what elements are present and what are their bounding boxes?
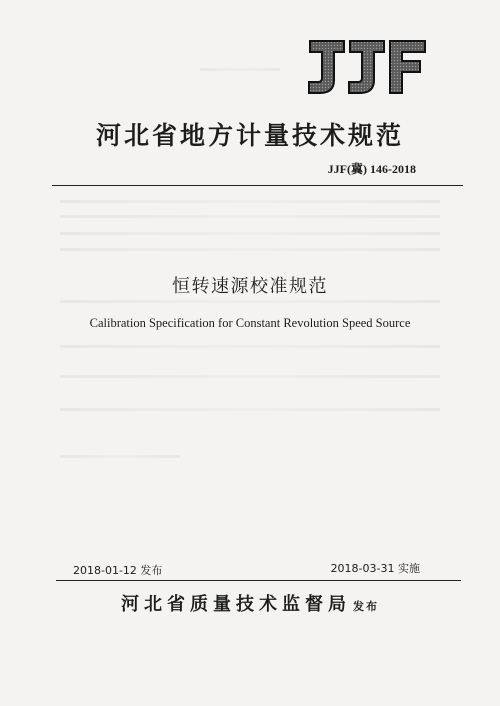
main-title: 河北省地方计量技术规范 <box>95 121 404 150</box>
issue-date: 2018-01-12 发布 <box>73 564 163 577</box>
bleed-through-mark <box>60 408 440 411</box>
divider-top <box>52 185 463 186</box>
document-title-cn: 恒转速源校准规范 <box>172 276 328 297</box>
publisher-suffix: 发布 <box>353 600 379 613</box>
bleed-through-mark <box>60 375 440 378</box>
publisher-name: 河北省质量技术监督局 <box>121 594 351 615</box>
standard-number: JJF(冀) 146-2018 <box>327 162 416 176</box>
implement-date: 2018-03-31 实施 <box>330 562 420 575</box>
bleed-through-mark <box>60 232 440 235</box>
bleed-through-mark <box>60 455 180 458</box>
divider-bottom <box>56 580 461 581</box>
document-title-en: Calibration Specification for Constant Revolution Speed Source <box>89 316 411 330</box>
bleed-through-mark <box>60 215 440 218</box>
publisher <box>0 590 500 616</box>
bleed-through-mark <box>60 248 440 251</box>
jjf-logo <box>306 38 428 96</box>
bleed-through-mark <box>60 200 440 203</box>
bleed-through-mark <box>60 300 440 303</box>
bleed-through-mark <box>200 68 280 71</box>
bleed-through-mark <box>60 345 440 348</box>
